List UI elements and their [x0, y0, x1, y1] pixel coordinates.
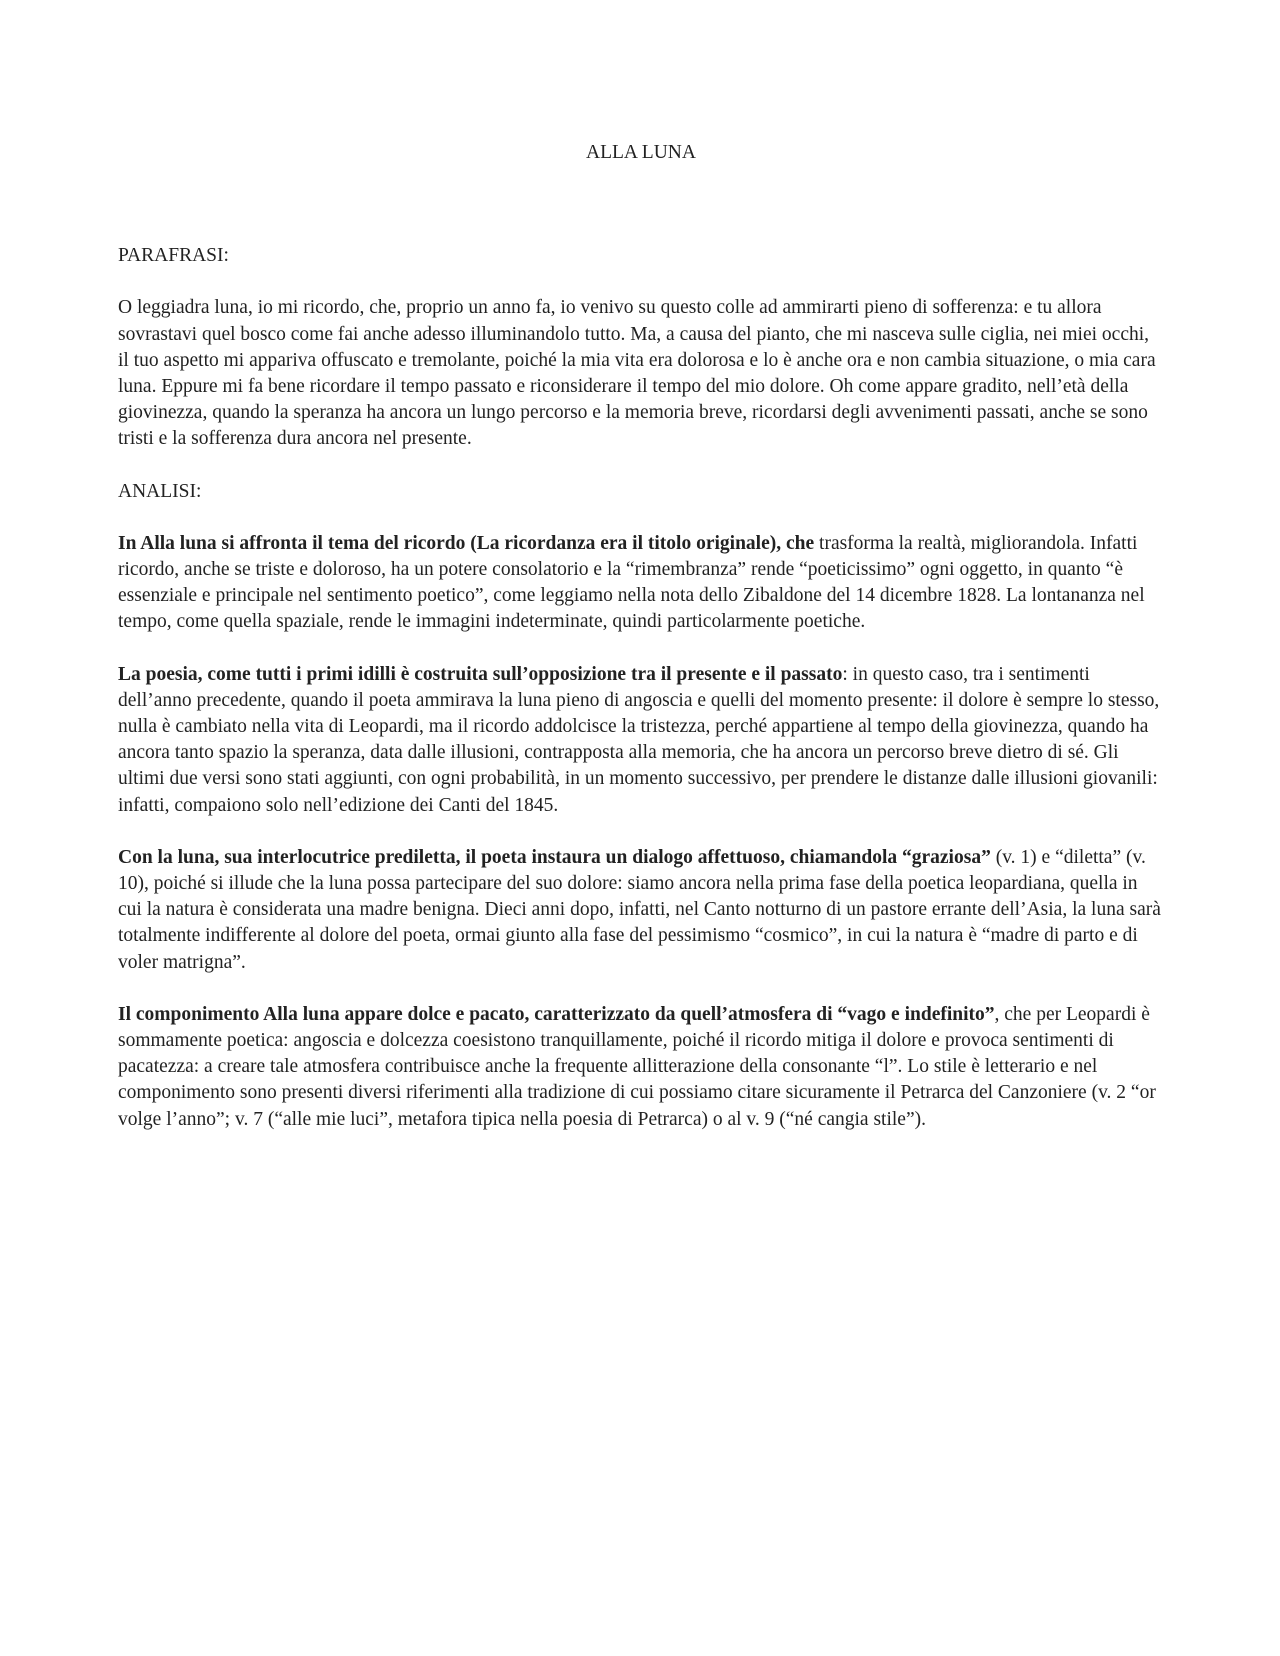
analisi-paragraph-4-text: , che per Leopardi è sommamente poetica: angoscia e dolcezza coesistono tranquillamente, poiché il ricordo mitiga il dolore e provoca sentimenti di pacatezza: a creare tale atmosfera contribuisce anche la frequente allitterazione della consonante “l”. Lo stile è letterario e nel componimento sono presenti diversi riferimenti alla tradizione di cui possiamo citare sicuramente il Petrarca del Canzoniere (v. 2 “or volge l’anno”; v. 7 (“alle mie luci”, metafora tipica nella poesia di Petrarca) o al v. 9 (“né cangia stile”).	[118, 1003, 1156, 1130]
analisi-paragraph-1-text: trasforma la realtà, migliorandola. Infatti ricordo, anche se triste e doloroso, ha un potere consolatorio e la “rimembranza” rende “poeticissimo” ogni oggetto, in quanto “è essenziale e principale nel sentimento poetico”, come leggiamo nella nota dello Zibaldone del 14 dicembre 1828. La lontananza nel tempo, come quella spaziale, rende le immagini indeterminate, quindi particolarmente poetiche.	[118, 532, 1145, 633]
document-title: ALLA LUNA	[586, 142, 696, 163]
analisi-paragraph-2	[118, 662, 1164, 819]
document-page	[118, 140, 1164, 1159]
parafrasi-heading: PARAFRASI:	[118, 245, 229, 267]
analisi-paragraph-2-text: : in questo caso, tra i sentimenti dell’anno precedente, quando il poeta ammirava la luna pieno di angoscia e quelli del momento presente: il dolore è sempre lo stesso, nulla è cambiato nella vita di Leopardi, ma il ricordo addolcisce la tristezza, perché appartiene al tempo della giovinezza, quando ha ancora tanto spazio la speranza, data dalle illusioni, contrapposta alla memoria, che ha ancora un percorso breve dietro di sé. Gli ultimi due versi sono stati aggiunti, con ogni probabilità, in un momento successivo, per prendere le distanze dalle illusioni giovanili: infatti, compaiono solo nell’edizione dei Canti del 1845.	[118, 663, 1160, 816]
analisi-paragraph-4	[118, 1002, 1164, 1133]
analisi-paragraph-1-bold: In Alla luna si affronta il tema del ricordo (La ricordanza era il titolo originale), che	[118, 532, 815, 554]
analisi-paragraph-3	[118, 845, 1164, 976]
parafrasi-paragraph: O leggiadra luna, io mi ricordo, che, proprio un anno fa, io venivo su questo colle ad ammirarti pieno di sofferenza: e tu allora sovrastavi quel bosco come fai anche adesso illuminandolo tutto. Ma, a causa del pianto, che mi nasceva sulle ciglia, nei miei occhi, il tuo aspetto mi appariva offuscato e tremolante, poiché la mia vita era dolorosa e lo è anche ora e non cambia situazione, o mia cara luna. Eppure mi fa bene ricordare il tempo passato e riconsiderare il tempo del mio dolore. Oh come appare gradito, nell’età della giovinezza, quando la speranza ha ancora un lungo percorso e la memoria breve, ricordarsi degli avvenimenti passati, anche se sono tristi e la sofferenza dura ancora nel presente.	[118, 297, 1156, 450]
analisi-paragraph-3-text: (v. 1) e “diletta” (v. 10), poiché si illude che la luna possa partecipare del suo dolore: siamo ancora nella prima fase della poetica leopardiana, quella in cui la natura è considerata una madre benigna. Dieci anni dopo, infatti, nel Canto notturno di un pastore errante dell’Asia, la luna sarà totalmente indifferente al dolore del poeta, ormai giunto alla fase del pessimismo “cosmico”, in cui la natura è “madre di parto e di voler matrigna”.	[118, 846, 1161, 973]
analisi-paragraph-1	[118, 531, 1164, 636]
analisi-paragraph-3-bold: Con la luna, sua interlocutrice prediletta, il poeta instaura un dialogo affettuoso, chiamandola “graziosa”	[118, 846, 991, 868]
analisi-paragraph-2-bold: La poesia, come tutti i primi idilli è costruita sull’opposizione tra il presente e il passato	[118, 663, 843, 685]
analisi-heading: ANALISI:	[118, 480, 202, 502]
analisi-paragraph-4-bold: Il componimento Alla luna appare dolce e pacato, caratterizzato da quell’atmosfera di “vago e indefinito”	[118, 1003, 995, 1025]
